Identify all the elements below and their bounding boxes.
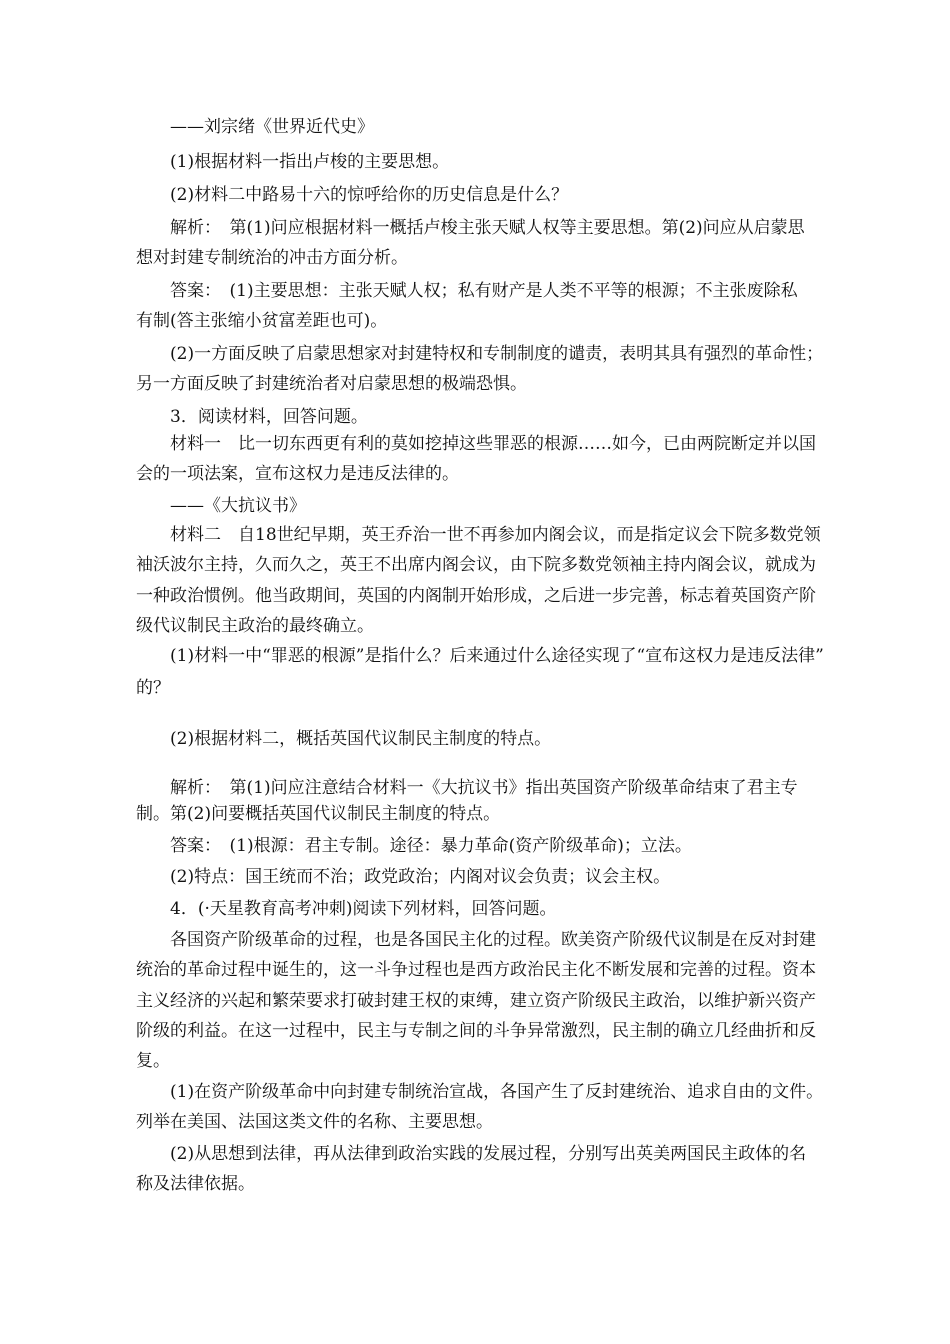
source-citation: ——《大抗议书》 bbox=[170, 496, 306, 516]
question-line: 列举在美国、法国这类文件的名称、主要思想。 bbox=[136, 1112, 493, 1132]
analysis-line: 解析： 第(1)问应注意结合材料一《大抗议书》指出英国资产阶级革命结束了君主专 bbox=[170, 778, 798, 798]
question-line: (2)根据材料二，概括英国代议制民主制度的特点。 bbox=[170, 729, 552, 749]
question-line: 称及法律依据。 bbox=[136, 1174, 255, 1194]
answer-line: (2)一方面反映了启蒙思想家对封建特权和专制制度的谴责，表明其具有强烈的革命性； bbox=[170, 344, 824, 364]
answer-line: (2)特点：国王统而不治；政党政治；内阁对议会负责；议会主权。 bbox=[170, 867, 671, 887]
source-citation: ——刘宗绪《世界近代史》 bbox=[170, 117, 374, 137]
question-line: 的？ bbox=[136, 678, 170, 698]
material-line: 统治的革命过程中诞生的，这一斗争过程也是西方政治民主化不断发展和完善的过程。资本 bbox=[136, 960, 816, 980]
question-line: (2)从思想到法律，再从法律到政治实践的发展过程，分别写出英美两国民主政体的名 bbox=[170, 1144, 807, 1164]
question-line: (2)材料二中路易十六的惊呼给你的历史信息是什么？ bbox=[170, 185, 569, 205]
analysis-line: 想对封建专制统治的冲击方面分析。 bbox=[136, 248, 408, 268]
material-line: 一种政治惯例。他当政期间，英国的内阁制开始形成，之后进一步完善，标志着英国资产阶 bbox=[136, 586, 816, 606]
question-line: (1)材料一中“罪恶的根源”是指什么？后来通过什么途径实现了“宣布这权力是违反法律” bbox=[170, 646, 824, 666]
question-line: (1)在资产阶级革命中向封建专制统治宣战，各国产生了反封建统治、追求自由的文件。 bbox=[170, 1082, 824, 1102]
material-line: 阶级的利益。在这一过程中，民主与专制之间的斗争异常激烈，民主制的确立几经曲折和反 bbox=[136, 1021, 816, 1041]
material-line: 级代议制民主政治的最终确立。 bbox=[136, 616, 374, 636]
question-heading: 4．(·天星教育高考冲刺)阅读下列材料，回答问题。 bbox=[170, 899, 557, 919]
material-line: 主义经济的兴起和繁荣要求打破封建王权的束缚，建立资产阶级民主政治，以维护新兴资产 bbox=[136, 991, 816, 1011]
material-line: 各国资产阶级革命的过程，也是各国民主化的过程。欧美资产阶级代议制是在反对封建 bbox=[170, 930, 816, 950]
analysis-line: 解析： 第(1)问应根据材料一概括卢梭主张天赋人权等主要思想。第(2)问应从启蒙思 bbox=[170, 218, 805, 238]
answer-line: 另一方面反映了封建统治者对启蒙思想的极端恐惧。 bbox=[136, 374, 527, 394]
question-line: (1)根据材料一指出卢梭的主要思想。 bbox=[170, 152, 450, 172]
material-line: 会的一项法案，宣布这权力是违反法律的。 bbox=[136, 464, 459, 484]
analysis-line: 制。第(2)问要概括英国代议制民主制度的特点。 bbox=[136, 804, 501, 824]
question-heading: 3．阅读材料，回答问题。 bbox=[170, 407, 368, 427]
answer-line: 答案： (1)主要思想：主张天赋人权；私有财产是人类不平等的根源；不主张废除私 bbox=[170, 281, 798, 301]
answer-line: 有制(答主张缩小贫富差距也可)。 bbox=[136, 311, 388, 331]
answer-line: 答案： (1)根源：君主专制。途径：暴力革命(资产阶级革命)；立法。 bbox=[170, 836, 692, 856]
material-line: 材料二 自18世纪早期，英王乔治一世不再参加内阁会议，而是指定议会下院多数党领 bbox=[170, 525, 821, 545]
material-line: 复。 bbox=[136, 1051, 170, 1071]
material-line: 袖沃波尔主持，久而久之，英王不出席内阁会议，由下院多数党领袖主持内阁会议，就成为 bbox=[136, 555, 816, 575]
material-line: 材料一 比一切东西更有利的莫如挖掉这些罪恶的根源……如今，已由两院断定并以国 bbox=[170, 434, 816, 454]
